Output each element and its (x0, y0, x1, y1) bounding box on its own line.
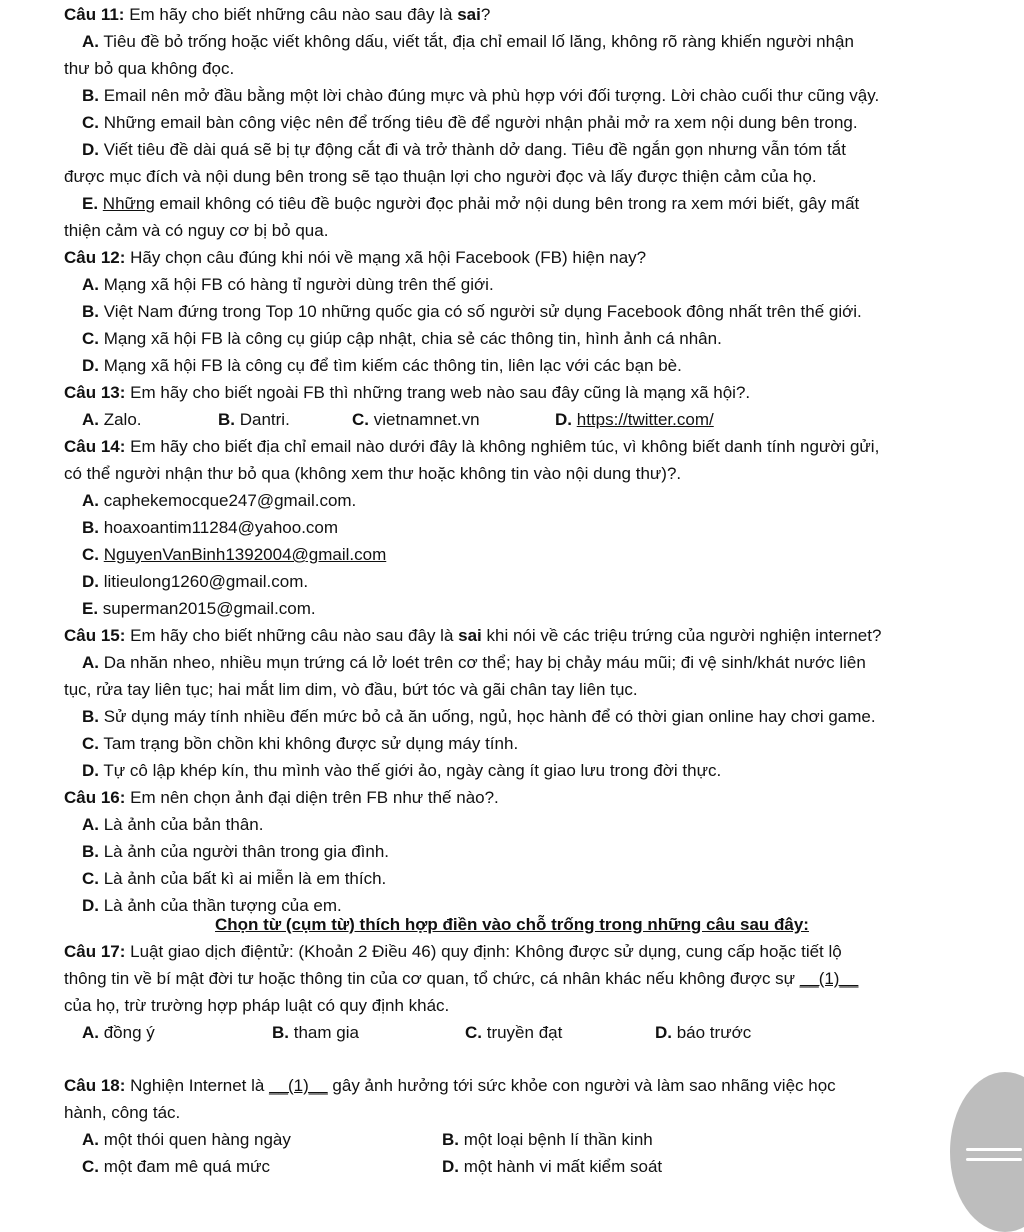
menu-line-icon (966, 1158, 1022, 1161)
q17-option-c: C. truyền đạt (465, 1023, 563, 1042)
menu-line-icon (966, 1148, 1022, 1151)
q14-option-c: C. NguyenVanBinh1392004@gmail.com (82, 545, 387, 564)
q11-label: Câu 11: (64, 5, 125, 24)
twitter-link: https://twitter.com/ (576, 410, 714, 429)
q12-option-b: B. Việt Nam đứng trong Top 10 những quốc gia có số người sử dụng Facebook đông nhất trên thế giới. (82, 302, 862, 321)
q13-option-d: D. https://twitter.com/ (555, 410, 714, 429)
q12-label: Câu 12: (64, 248, 126, 267)
q16-option-a: A. Là ảnh của bản thân. (82, 815, 264, 834)
q11-option-a-cont: thư bỏ qua không đọc. (64, 59, 235, 78)
q13-option-a: A. Zalo. (82, 410, 142, 429)
q14-question-cont: có thể người nhận thư bỏ qua (không xem thư hoặc không tin vào nội dung thư)?. (64, 464, 682, 483)
q17-option-b: B. tham gia (272, 1023, 359, 1042)
q18-options-row-2 (0, 1156, 1024, 1178)
q17-question-cont: thông tin về bí mật đời tư hoặc thông tin của cơ quan, tổ chức, cá nhân khác nếu không được sự __(1)__ (64, 969, 859, 988)
q16-option-b: B. Là ảnh của người thân trong gia đình. (82, 842, 390, 861)
q18-blank: __(1)__ (269, 1076, 328, 1095)
q11-question: Câu 11: Em hãy cho biết những câu nào sau đây là sai? (64, 5, 491, 24)
q15-option-b: B. Sử dụng máy tính nhiều đến mức bỏ cả ăn uống, ngủ, học hành để có thời gian online hay chơi game. (82, 707, 876, 726)
q16-option-c: C. Là ảnh của bất kì ai miễn là em thích. (82, 869, 387, 888)
q15-option-a: A. Da nhăn nheo, nhiều mụn trứng cá lở loét trên cơ thể; hay bị chảy máu mũi; đi vệ sinh/khát nước liên (82, 653, 866, 672)
q17-blank: __(1)__ (799, 969, 859, 988)
q17-question: Câu 17: Luật giao dịch điệntử: (Khoản 2 Điều 46) quy định: Không được sử dụng, cung cấp hoặc tiết lộ (64, 942, 842, 961)
q14-option-d: D. litieulong1260@gmail.com. (82, 572, 309, 591)
q17-option-a: A. đồng ý (82, 1023, 155, 1042)
q18-label: Câu 18: (64, 1076, 126, 1095)
q17-question-cont2: của họ, trừ trường hợp pháp luật có quy định khác. (64, 996, 450, 1015)
q12-option-d: D. Mạng xã hội FB là công cụ để tìm kiếm các thông tin, liên lạc với các bạn bè. (82, 356, 682, 375)
q18-question-cont: hành, công tác. (64, 1103, 181, 1122)
section-title: Chọn từ (cụm từ) thích hợp điền vào chỗ trống trong những câu sau đây: (215, 915, 809, 934)
q11-option-c: C. Những email bàn công việc nên để trống tiêu đề để người nhận phải mở ra xem nội dung bên trong. (82, 113, 858, 132)
q16-option-d: D. Là ảnh của thần tượng của em. (82, 896, 342, 915)
q12-option-a: A. Mạng xã hội FB có hàng tỉ người dùng trên thế giới. (82, 275, 494, 294)
q15-option-c: C. Tam trạng bồn chồn khi không được sử dụng máy tính. (82, 734, 519, 753)
q15-option-d: D. Tự cô lập khép kín, thu mình vào thế giới ảo, ngày càng ít giao lưu trong đời thực. (82, 761, 722, 780)
q14-option-b: B. hoaxoantim11284@yahoo.com (82, 518, 339, 537)
q18-option-a: A. một thói quen hàng ngày (82, 1130, 291, 1149)
q11-option-d: D. Viết tiêu đề dài quá sẽ bị tự động cắt đi và trở thành dở dang. Tiêu đề ngắn gọn nhưng vẫn tóm tắt (82, 140, 846, 159)
q18-option-b: B. một loại bệnh lí thần kinh (442, 1130, 653, 1149)
q13-options-row (0, 409, 1024, 431)
q15-label: Câu 15: (64, 626, 126, 645)
q14-question: Câu 14: Em hãy cho biết địa chỉ email nào dưới đây là không nghiêm túc, vì không biết danh tính người gửi, (64, 437, 880, 456)
q13-label: Câu 13: (64, 383, 126, 402)
q18-option-c: C. một đam mê quá mức (82, 1157, 271, 1176)
q13-option-c: C. vietnamnet.vn (352, 410, 480, 429)
q16-question: Câu 16: Em nên chọn ảnh đại diện trên FB như thế nào?. (64, 788, 499, 807)
q12-question: Câu 12: Hãy chọn câu đúng khi nói về mạng xã hội Facebook (FB) hiện nay? (64, 248, 647, 267)
q14-label: Câu 14: (64, 437, 126, 456)
q12-option-c: C. Mạng xã hội FB là công cụ giúp cập nhật, chia sẻ các thông tin, hình ảnh cá nhân. (82, 329, 722, 348)
q17-label: Câu 17: (64, 942, 126, 961)
q11-option-e: E. Những email không có tiêu đề buộc người đọc phải mở nội dung bên trong ra xem mới biết, gây mất (82, 194, 860, 213)
q18-option-d: D. một hành vi mất kiểm soát (442, 1157, 663, 1176)
q17-options-row (0, 1022, 1024, 1044)
q11-option-d-cont: được mục đích và nội dung bên trong sẽ tạo thuận lợi cho người đọc và lấy được thiện cảm của họ. (64, 167, 817, 186)
q11-option-e-cont: thiện cảm và có nguy cơ bị bỏ qua. (64, 221, 329, 240)
q13-option-b: B. Dantri. (218, 410, 290, 429)
q14-option-a: A. caphekemocque247@gmail.com. (82, 491, 357, 510)
q14-option-e: E. superman2015@gmail.com. (82, 599, 316, 618)
q17-option-d: D. báo trước (655, 1023, 752, 1042)
q15-option-a-cont: tục, rửa tay liên tục; hai mắt lim dim, vò đầu, bứt tóc và gãi chân tay liên tục. (64, 680, 638, 699)
q16-label: Câu 16: (64, 788, 126, 807)
q15-question: Câu 15: Em hãy cho biết những câu nào sau đây là sai khi nói về các triệu trứng của người nghiện internet? (64, 626, 882, 645)
q13-question: Câu 13: Em hãy cho biết ngoài FB thì những trang web nào sau đây cũng là mạng xã hội?. (64, 383, 751, 402)
q11-option-b: B. Email nên mở đầu bằng một lời chào đúng mực và phù hợp với đối tượng. Lời chào cuối thư cũng vậy. (82, 86, 880, 105)
q11-option-a: A. Tiêu đề bỏ trống hoặc viết không dấu, viết tắt, địa chỉ email lố lăng, không rõ ràng khiến người nhận (82, 32, 854, 51)
q18-options-row-1 (0, 1129, 1024, 1151)
q18-question: Câu 18: Nghiện Internet là __(1)__ gây ảnh hưởng tới sức khỏe con người và làm sao nhãng việc học (64, 1076, 836, 1095)
